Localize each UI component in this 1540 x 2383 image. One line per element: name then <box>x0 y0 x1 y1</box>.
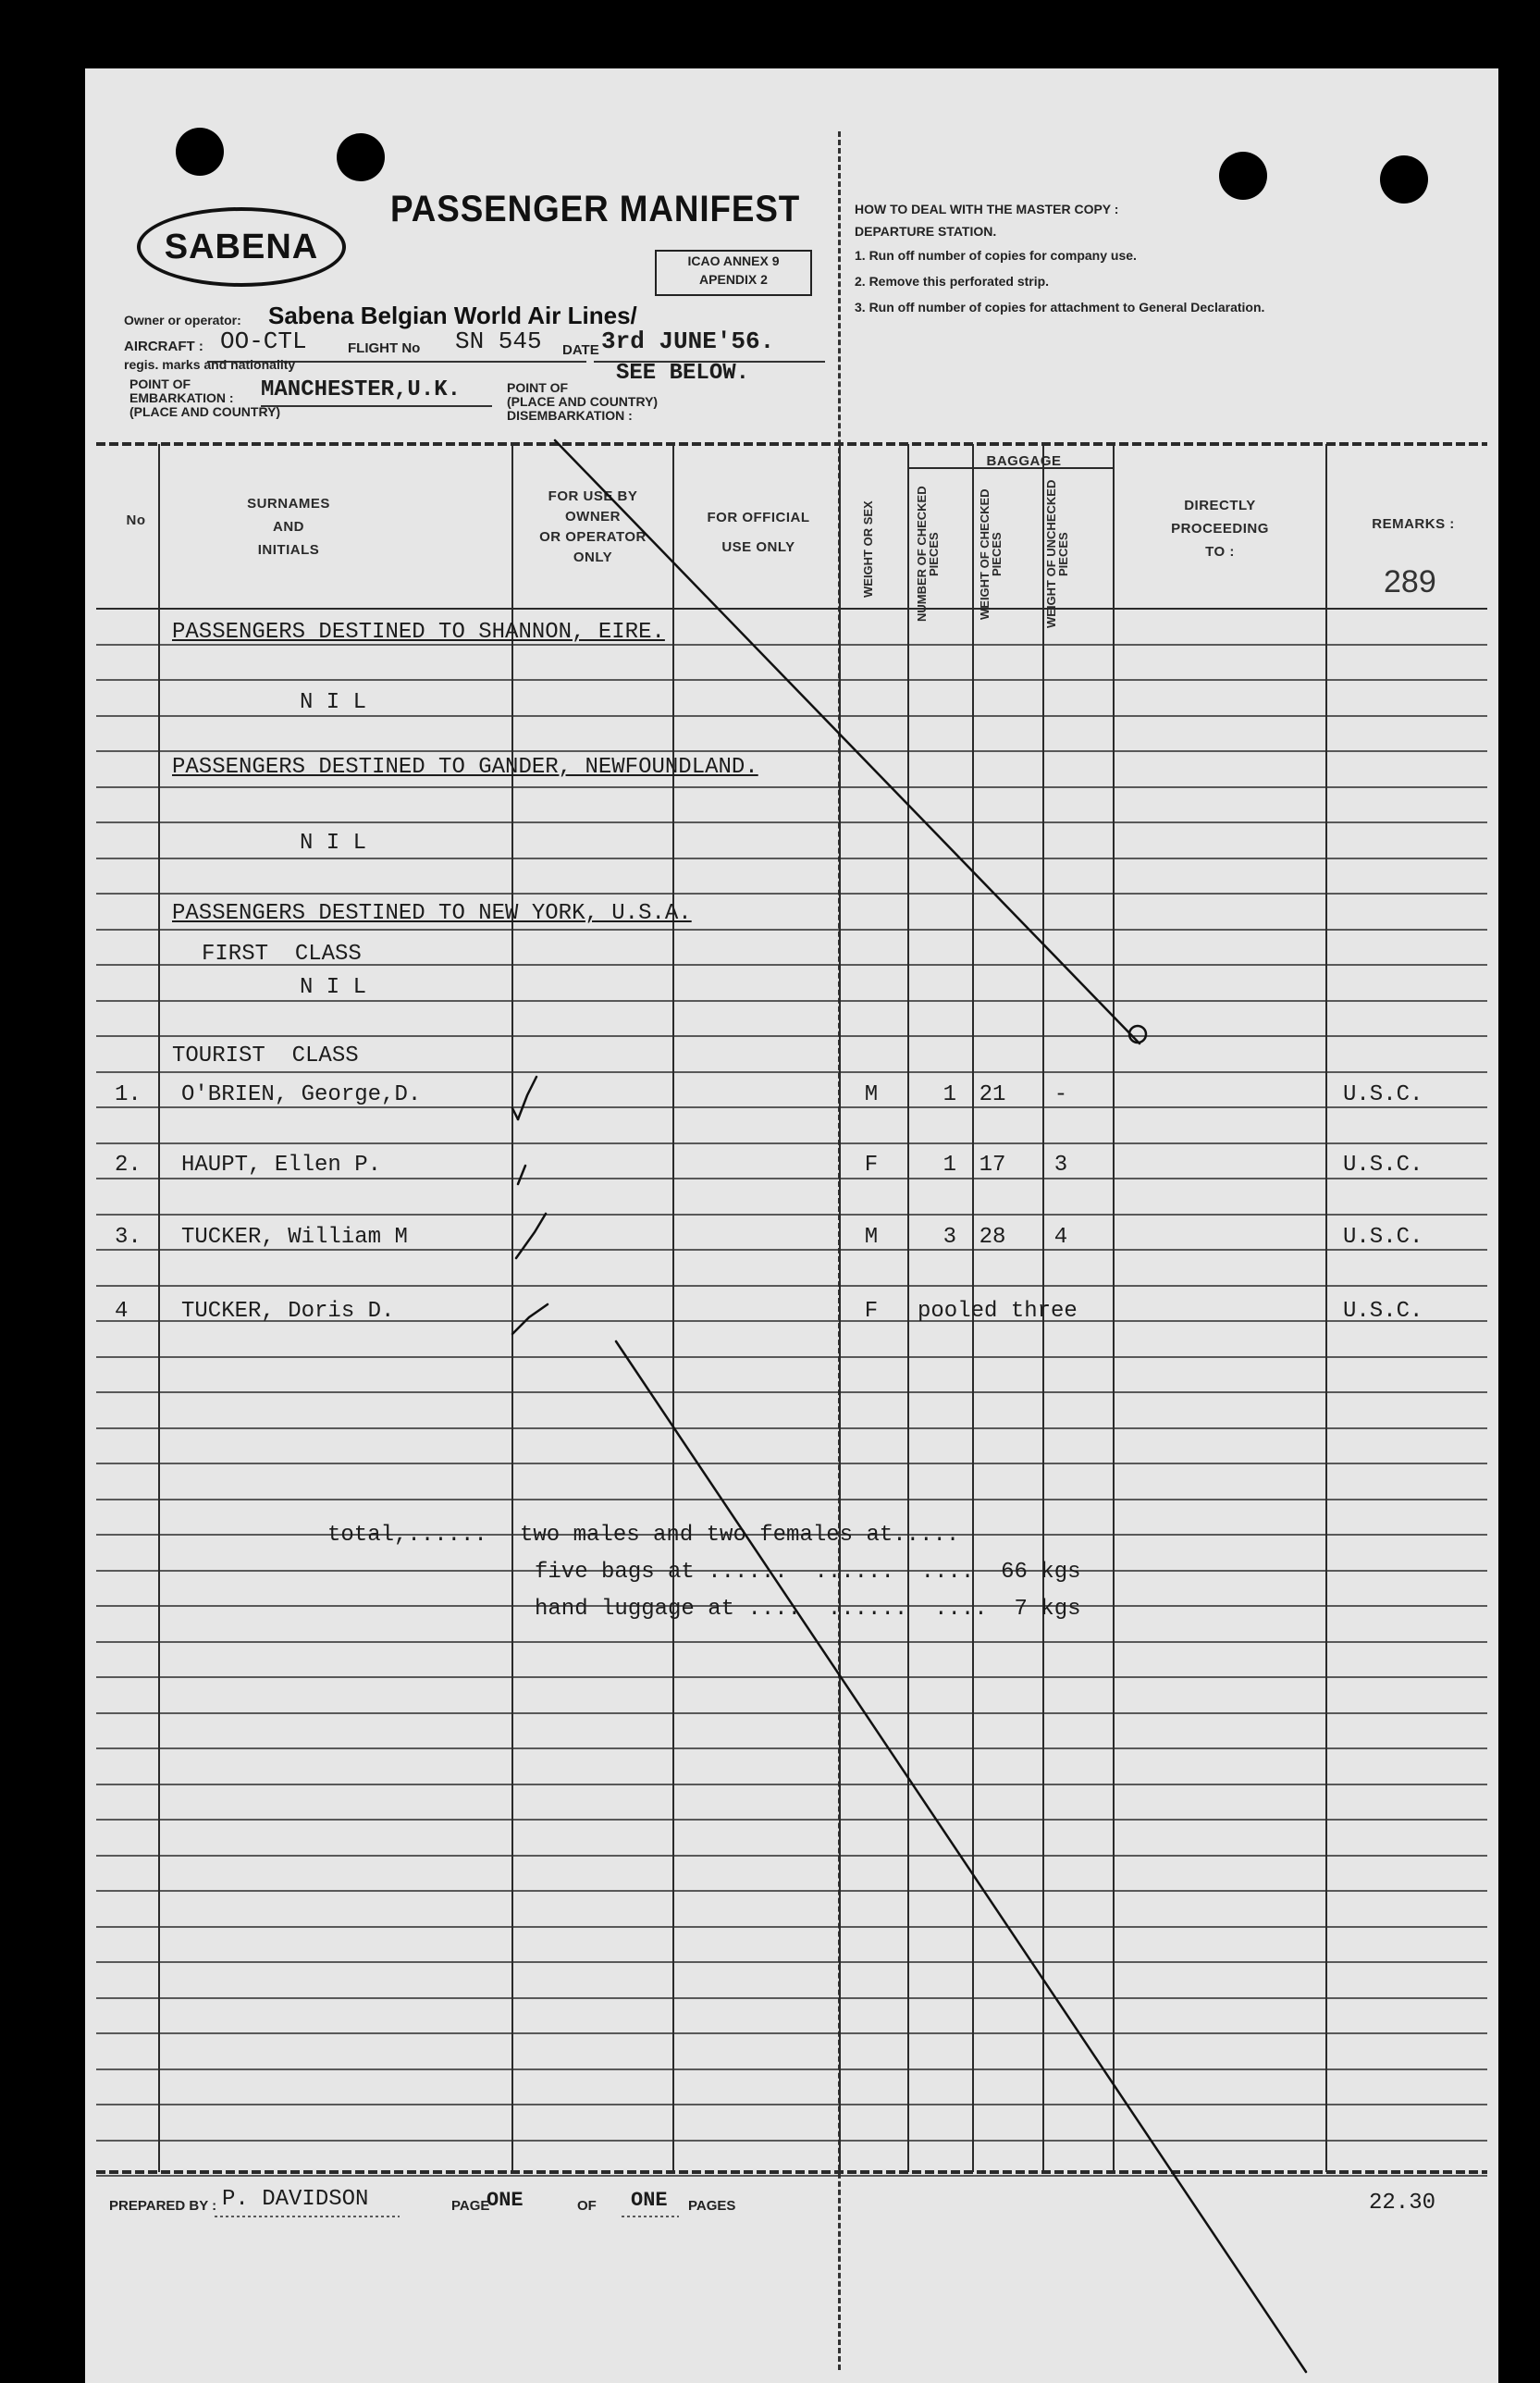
passenger-no: 1. <box>115 1082 142 1107</box>
section-tourist-class: TOURIST CLASS <box>172 1043 359 1068</box>
flight-value: SN 545 <box>455 327 542 355</box>
icao-line-1: ICAO ANNEX 9 <box>687 253 780 268</box>
col-header-weight-sex: WEIGHT OR SEX <box>861 500 875 599</box>
page-label: PAGE <box>451 2198 490 2214</box>
disembark-label-1: POINT OF <box>507 380 569 395</box>
instruction-item: 3. Run off number of copies for attachment to General Declaration. <box>855 300 1265 315</box>
regis-label: regis. marks and nationality <box>124 357 296 372</box>
checkmark <box>512 1304 548 1334</box>
passenger-unchecked: 3 <box>1053 1153 1068 1178</box>
col-header-owner-line: ONLY <box>573 549 613 565</box>
passenger-pieces: 1 <box>942 1153 956 1178</box>
handwriting-layer <box>85 68 1498 2383</box>
passenger-remarks: U.S.C. <box>1343 1225 1423 1250</box>
passenger-name: TUCKER, Doris D. <box>181 1299 395 1324</box>
of-label: OF <box>577 2198 597 2214</box>
section-shannon: PASSENGERS DESTINED TO SHANNON, EIRE. <box>172 620 665 645</box>
col-header-directly-line: DIRECTLY <box>1184 498 1256 513</box>
embark-label-2: EMBARKATION : <box>129 390 234 405</box>
manifest-sheet <box>85 68 1498 2383</box>
passenger-pieces: 3 <box>942 1225 956 1250</box>
section-first-class: FIRST CLASS <box>202 942 362 967</box>
passenger-remarks: U.S.C. <box>1343 1299 1423 1324</box>
date-value: 3rd JUNE'56. <box>601 327 775 355</box>
embark-label-1: POINT OF <box>129 377 191 391</box>
disembark-label-3: DISEMBARKATION : <box>507 408 633 423</box>
prepared-value: P. DAVIDSON <box>222 2187 369 2212</box>
section-nil: N I L <box>300 831 367 856</box>
col-header-remarks: REMARKS : <box>1372 516 1455 532</box>
of-value: ONE <box>631 2189 668 2212</box>
page-title: PASSENGER MANIFEST <box>390 189 801 229</box>
disembark-value: SEE BELOW. <box>616 361 750 386</box>
passenger-name: HAUPT, Ellen P. <box>181 1153 382 1178</box>
col-header-owner-line: FOR USE BY <box>548 488 638 504</box>
passenger-no: 3. <box>115 1225 142 1250</box>
passenger-remarks: U.S.C. <box>1343 1153 1423 1178</box>
checkmark <box>518 1166 525 1184</box>
col-header-surnames-line: AND <box>273 519 304 535</box>
passenger-unchecked: 4 <box>1053 1225 1068 1250</box>
section-gander: PASSENGERS DESTINED TO GANDER, NEWFOUNDLAND. <box>172 755 758 780</box>
instruction-item: 1. Run off number of copies for company use. <box>855 248 1137 263</box>
remarks-number: 289 <box>1384 564 1436 599</box>
embark-value: MANCHESTER,U.K. <box>261 377 462 402</box>
time-value: 22.30 <box>1369 2191 1436 2216</box>
logo-text: SABENA <box>164 227 319 266</box>
passenger-weight: 17 <box>979 1153 1006 1178</box>
passenger-no: 4 <box>115 1299 129 1324</box>
icao-line-2: APENDIX 2 <box>699 272 768 287</box>
section-newyork: PASSENGERS DESTINED TO NEW YORK, U.S.A. <box>172 901 692 926</box>
totals-line-1: two males and two females at..... <box>520 1523 960 1548</box>
prepared-label: PREPARED BY : <box>109 2198 217 2214</box>
section-nil: N I L <box>300 690 367 715</box>
passenger-unchecked: - <box>1053 1082 1068 1107</box>
checkmark <box>518 1077 536 1119</box>
totals-label: total,...... <box>327 1523 487 1548</box>
aircraft-label: AIRCRAFT : <box>124 339 203 354</box>
pages-label: PAGES <box>688 2198 736 2214</box>
col-header-baggage: BAGGAGE <box>986 453 1062 469</box>
passenger-no: 2. <box>115 1153 142 1178</box>
col-header-surnames-line: SURNAMES <box>247 496 330 512</box>
instructions-title: HOW TO DEAL WITH THE MASTER COPY : <box>855 202 1119 216</box>
passenger-sex: F <box>864 1299 879 1324</box>
totals-line-3: hand luggage at .... ...... .... 7 kgs <box>535 1597 1081 1622</box>
passenger-remarks: U.S.C. <box>1343 1082 1423 1107</box>
flight-label: FLIGHT No <box>348 340 421 356</box>
owner-value: Sabena Belgian World Air Lines/ <box>268 302 637 329</box>
col-header-weight-unchecked: WEIGHT OF UNCHECKED PIECES <box>1044 479 1070 629</box>
section-nil: N I L <box>300 975 367 1000</box>
passenger-pooled: pooled three <box>918 1299 1078 1324</box>
passenger-pieces: 1 <box>942 1082 956 1107</box>
col-header-owner-line: OWNER <box>565 509 621 525</box>
col-header-num-checked: NUMBER OF CHECKED PIECES <box>915 486 941 623</box>
col-header-directly-line: TO : <box>1205 544 1235 560</box>
col-header-official-line: FOR OFFICIAL <box>707 510 810 525</box>
passenger-weight: 21 <box>979 1082 1006 1107</box>
col-header-directly-line: PROCEEDING <box>1171 521 1269 537</box>
disembark-label-2: (PLACE AND COUNTRY) <box>507 394 659 409</box>
passenger-name: TUCKER, William M <box>181 1225 408 1250</box>
embark-label-3: (PLACE AND COUNTRY) <box>129 404 281 419</box>
checkmark <box>516 1214 546 1258</box>
date-label: DATE <box>562 342 599 358</box>
col-header-weight-checked: WEIGHT OF CHECKED PIECES <box>978 488 1004 620</box>
strike-line <box>555 440 1140 1043</box>
col-header-owner-line: OR OPERATOR <box>539 529 647 545</box>
passenger-name: O'BRIEN, George,D. <box>181 1082 422 1107</box>
page-value: ONE <box>487 2189 524 2212</box>
instructions-subtitle: DEPARTURE STATION. <box>855 224 997 239</box>
strike-line <box>616 1341 1306 2372</box>
col-header-surnames-line: INITIALS <box>257 542 320 558</box>
col-header-no: No <box>126 512 146 528</box>
passenger-sex: M <box>864 1082 879 1107</box>
passenger-sex: F <box>864 1153 879 1178</box>
aircraft-value: OO-CTL <box>220 327 307 355</box>
passenger-sex: M <box>864 1225 879 1250</box>
totals-line-2: five bags at ...... ...... .... 66 kgs <box>535 1560 1081 1585</box>
instruction-item: 2. Remove this perforated strip. <box>855 274 1050 289</box>
passenger-weight: 28 <box>979 1225 1006 1250</box>
col-header-official-line: USE ONLY <box>721 539 795 555</box>
owner-label: Owner or operator: <box>124 313 241 327</box>
checkmark <box>512 1108 518 1119</box>
